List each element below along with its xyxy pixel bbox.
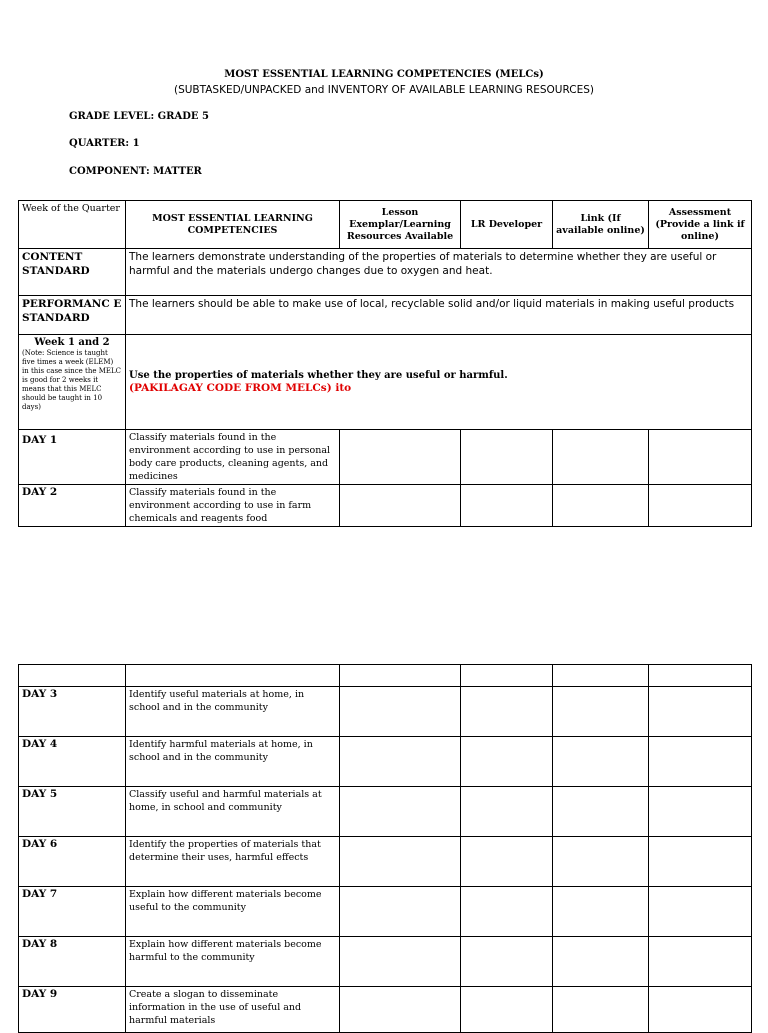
day-competency-cell: Classify materials found in the environment according to use in farm chemicals and reagents food — [126, 485, 340, 527]
lr-developer-cell — [461, 687, 553, 737]
assessment-cell — [649, 987, 752, 1033]
table-row — [19, 837, 752, 887]
day-label-cell — [19, 887, 126, 937]
competency-cell — [126, 335, 752, 430]
lesson-exemplar-cell — [340, 887, 461, 937]
lr-developer-cell — [461, 837, 553, 887]
competency-code: (PAKILAGAY CODE FROM MELCs) ito — [129, 382, 352, 394]
empty-cell — [340, 665, 461, 687]
lesson-exemplar-cell — [340, 687, 461, 737]
lesson-exemplar-cell — [340, 787, 461, 837]
day-label-cell — [19, 987, 126, 1033]
lesson-exemplar-cell — [340, 837, 461, 887]
lesson-exemplar-cell — [340, 485, 461, 527]
content-standard-row — [19, 249, 752, 296]
link-cell — [553, 837, 649, 887]
link-cell — [553, 987, 649, 1033]
table-row — [19, 687, 752, 737]
quarter: QUARTER: 1 — [69, 138, 140, 149]
day-label-cell — [19, 937, 126, 987]
day-competency-cell: Identify harmful materials at home, in school and in the community — [126, 737, 340, 787]
day-label-cell — [19, 687, 126, 737]
document-subtitle: (SUBTASKED/UNPACKED and INVENTORY OF AVAILABLE LEARNING RESOURCES) — [173, 84, 594, 96]
empty-cell — [649, 665, 752, 687]
day-label: DAY 6 — [22, 838, 58, 850]
content-standard-text: The learners demonstrate understanding of the properties of materials to determine whether they are useful or harmful and the materials undergo changes due to oxygen and heat. — [126, 249, 752, 296]
day-competency-cell: Explain how different materials become useful to the community — [126, 887, 340, 937]
link-cell — [553, 485, 649, 527]
table-row — [19, 665, 752, 687]
lesson-exemplar-cell — [340, 937, 461, 987]
lr-developer-cell — [461, 787, 553, 837]
table-row — [19, 987, 752, 1033]
link-cell — [553, 887, 649, 937]
column-header-link: Link (If available online) — [553, 201, 649, 249]
column-header-competencies: MOST ESSENTIAL LEARNING COMPETENCIES — [126, 201, 340, 249]
melc-table-page-2 — [18, 664, 752, 1033]
assessment-cell — [649, 787, 752, 837]
lr-developer-cell — [461, 485, 553, 527]
day-label-cell — [19, 787, 126, 837]
assessment-cell — [649, 837, 752, 887]
empty-cell — [126, 665, 340, 687]
column-header-lr-developer: LR Developer — [461, 201, 553, 249]
lesson-exemplar-cell — [340, 987, 461, 1033]
content-standard-label: CONTENT STANDARD — [19, 249, 126, 296]
day-label: DAY 5 — [22, 788, 58, 800]
day-label: DAY 9 — [22, 988, 58, 1000]
week-cell — [19, 335, 126, 430]
table-row — [19, 937, 752, 987]
link-cell — [553, 737, 649, 787]
lesson-exemplar-cell — [340, 430, 461, 485]
day-label: DAY 4 — [22, 738, 58, 750]
week-row — [19, 335, 752, 430]
lr-developer-cell — [461, 887, 553, 937]
table-header-row — [19, 201, 752, 249]
assessment-cell — [649, 887, 752, 937]
day-label-cell — [19, 737, 126, 787]
table-row — [19, 485, 752, 527]
table-row — [19, 737, 752, 787]
assessment-cell — [649, 430, 752, 485]
day-label: DAY 7 — [22, 888, 58, 900]
week-note: (Note: Science is taught five times a week (ELEM) in this case since the MELC is good for 2 weeks it means that this MELC should be taught in 10 days) — [22, 349, 122, 411]
week-label: Week 1 and 2 — [34, 337, 110, 348]
performance-standard-text: The learners should be able to make use of local, recyclable solid and/or liquid materials in making useful products — [126, 296, 752, 335]
link-cell — [553, 687, 649, 737]
column-header-assessment: Assessment (Provide a link if online) — [649, 201, 752, 249]
empty-cell — [19, 665, 126, 687]
performance-standard-row — [19, 296, 752, 335]
lr-developer-cell — [461, 937, 553, 987]
assessment-cell — [649, 485, 752, 527]
component: COMPONENT: MATTER — [69, 166, 202, 177]
lr-developer-cell — [461, 987, 553, 1033]
day-competency-cell: Classify useful and harmful materials at home, in school and community — [126, 787, 340, 837]
link-cell — [553, 937, 649, 987]
day-label: DAY 3 — [22, 688, 58, 700]
column-header-lesson-exemplar: Lesson Exemplar/Learning Resources Available — [340, 201, 461, 249]
day-label-cell — [19, 485, 126, 527]
day-label: DAY 8 — [22, 938, 58, 950]
table-row — [19, 887, 752, 937]
assessment-cell — [649, 737, 752, 787]
day-competency-cell: Create a slogan to disseminate information in the use of useful and harmful materials — [126, 987, 340, 1033]
grade-level: GRADE LEVEL: GRADE 5 — [69, 111, 209, 122]
link-cell — [553, 787, 649, 837]
table-row — [19, 787, 752, 837]
assessment-cell — [649, 937, 752, 987]
day-competency-cell: Identify useful materials at home, in school and in the community — [126, 687, 340, 737]
empty-cell — [461, 665, 553, 687]
day-competency-cell: Identify the properties of materials that determine their uses, harmful effects — [126, 837, 340, 887]
empty-cell — [553, 665, 649, 687]
day-competency-cell: Classify materials found in the environment according to use in personal body care products, cleaning agents, and medicines — [126, 430, 340, 485]
day-competency-cell: Explain how different materials become harmful to the community — [126, 937, 340, 987]
link-cell — [553, 430, 649, 485]
lr-developer-cell — [461, 737, 553, 787]
competency-text: Use the properties of materials whether they are useful or harmful. — [129, 370, 508, 381]
lr-developer-cell — [461, 430, 553, 485]
day-label: DAY 2 — [22, 486, 58, 498]
table-row — [19, 430, 752, 485]
day-label-cell — [19, 837, 126, 887]
day-label: DAY 1 — [22, 434, 58, 446]
lesson-exemplar-cell — [340, 737, 461, 787]
performance-standard-label: PERFORMANC E STANDARD — [19, 296, 126, 335]
assessment-cell — [649, 687, 752, 737]
column-header-week: Week of the Quarter — [19, 201, 126, 249]
melc-table-page-1 — [18, 200, 752, 527]
day-label-cell — [19, 430, 126, 485]
document-title: MOST ESSENTIAL LEARNING COMPETENCIES (MELCs) — [224, 69, 544, 80]
